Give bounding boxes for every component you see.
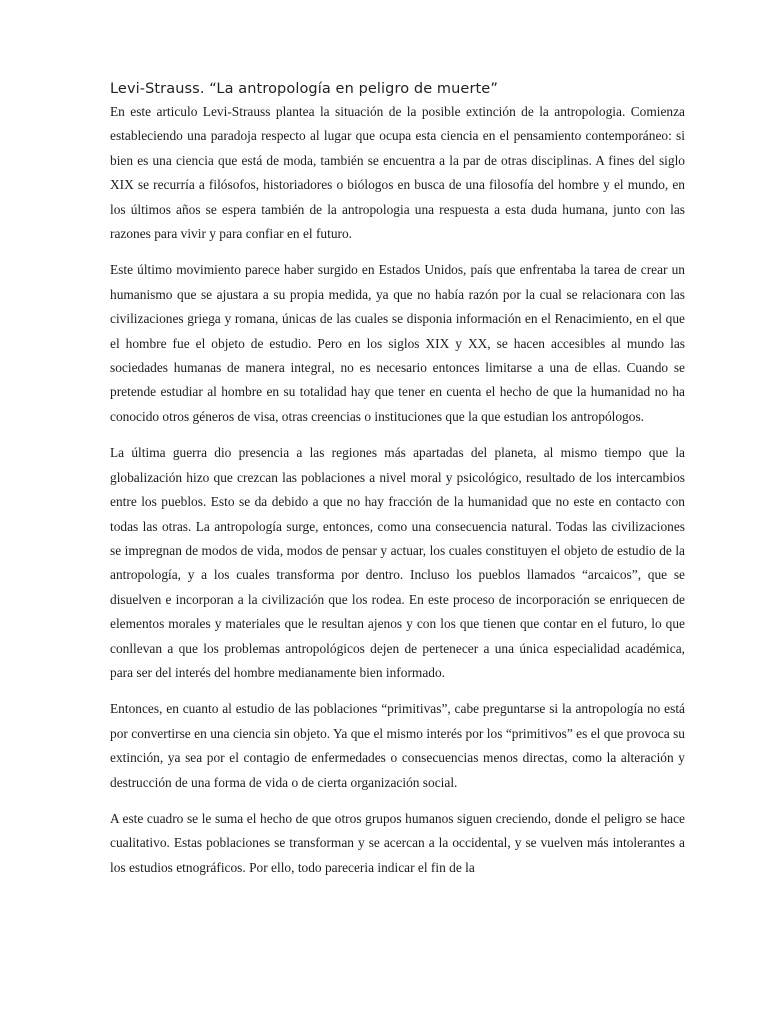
- paragraph-4: Entonces, en cuanto al estudio de las poblaciones “primitivas”, cabe preguntarse si la antropología no está por convertirse en una ciencia sin objeto. Ya que el mismo interés por los “primitivos” es el que provoca su extinción, ya sea por el contagio de enfermedades o consecuencias menos directas, como la alteración y destrucción de una forma de vida o de cierta organización social.: [110, 701, 685, 790]
- paragraph-5: A este cuadro se le suma el hecho de que otros grupos humanos siguen creciendo, donde el peligro se hace cualitativo. Estas poblaciones se transforman y se acercan a la occidental, y se vuelven más intolerantes a los estudios etnográficos. Por ello, todo pareceria indicar el fin de la: [110, 810, 685, 875]
- paragraph-3: La última guerra dio presencia a las regiones más apartadas del planeta, al mismo tiempo que la globalización hizo que crezcan las poblaciones a nivel moral y psicológico, resultado de los intercambios entre los pueblos. Esto se da debido a que no hay fracción de la humanidad que no este en contacto con todas las otras. La antropología surge, entonces, como una consecuencia natural. Todas las civilizaciones se impregnan de modos de vida, modos de pensar y actuar, los cuales constituyen el objeto de estudio de la antropología, y a los cuales transforma por dentro. Incluso los pueblos llamados “arcaicos”, que se disuelven e incorporan a la civilización que los rodea. En este proceso de incorporación se enriquecen de elementos morales y materiales que le resultan ajenos y con los que tienen que contar en el futuro, lo que conllevan a que los problemas antropológicos dejen de pertenecer a una única especialidad académica, para ser del interés del hombre medianamente bien informado.: [110, 445, 685, 680]
- document-title: Levi-Strauss. “La antropología en peligro de muerte”: [110, 81, 498, 97]
- paragraph-1: En este articulo Levi-Strauss plantea la situación de la posible extinción de la antropologia. Comienza estableciendo una paradoja respecto al lugar que ocupa esta ciencia en el pensamiento contemporáneo: si bien es una ciencia que está de moda, también se encuentra a la par de otras disciplinas. A fines del siglo XIX se recurría a filósofos, historiadores o biólogos en busca de una filosofía del hombre y el mundo, en los últimos años se espera también de la antropologia una respuesta a esta duda humana, junto con las razones para vivir y para confiar en el futuro.: [110, 104, 685, 242]
- paragraph-2: Este último movimiento parece haber surgido en Estados Unidos, país que enfrentaba la tarea de crear un humanismo que se ajustara a su propia medida, ya que no había razón por la cual se relacionara con las civilizaciones griega y romana, únicas de las cuales se disponia información en el Renacimiento, en el que el hombre fue el objeto de estudio. Pero en los siglos XIX y XX, se hacen accesibles al mundo las sociedades humanas de manera integral, no es necesario entonces limitarse a una de ellas. Cuando se pretende estudiar al hombre en su totalidad hay que tener en cuenta el hecho de que la humanidad no ha conocido otros géneros de visa, otras creencias o instituciones que la que estudian los antropólogos.: [110, 262, 685, 424]
